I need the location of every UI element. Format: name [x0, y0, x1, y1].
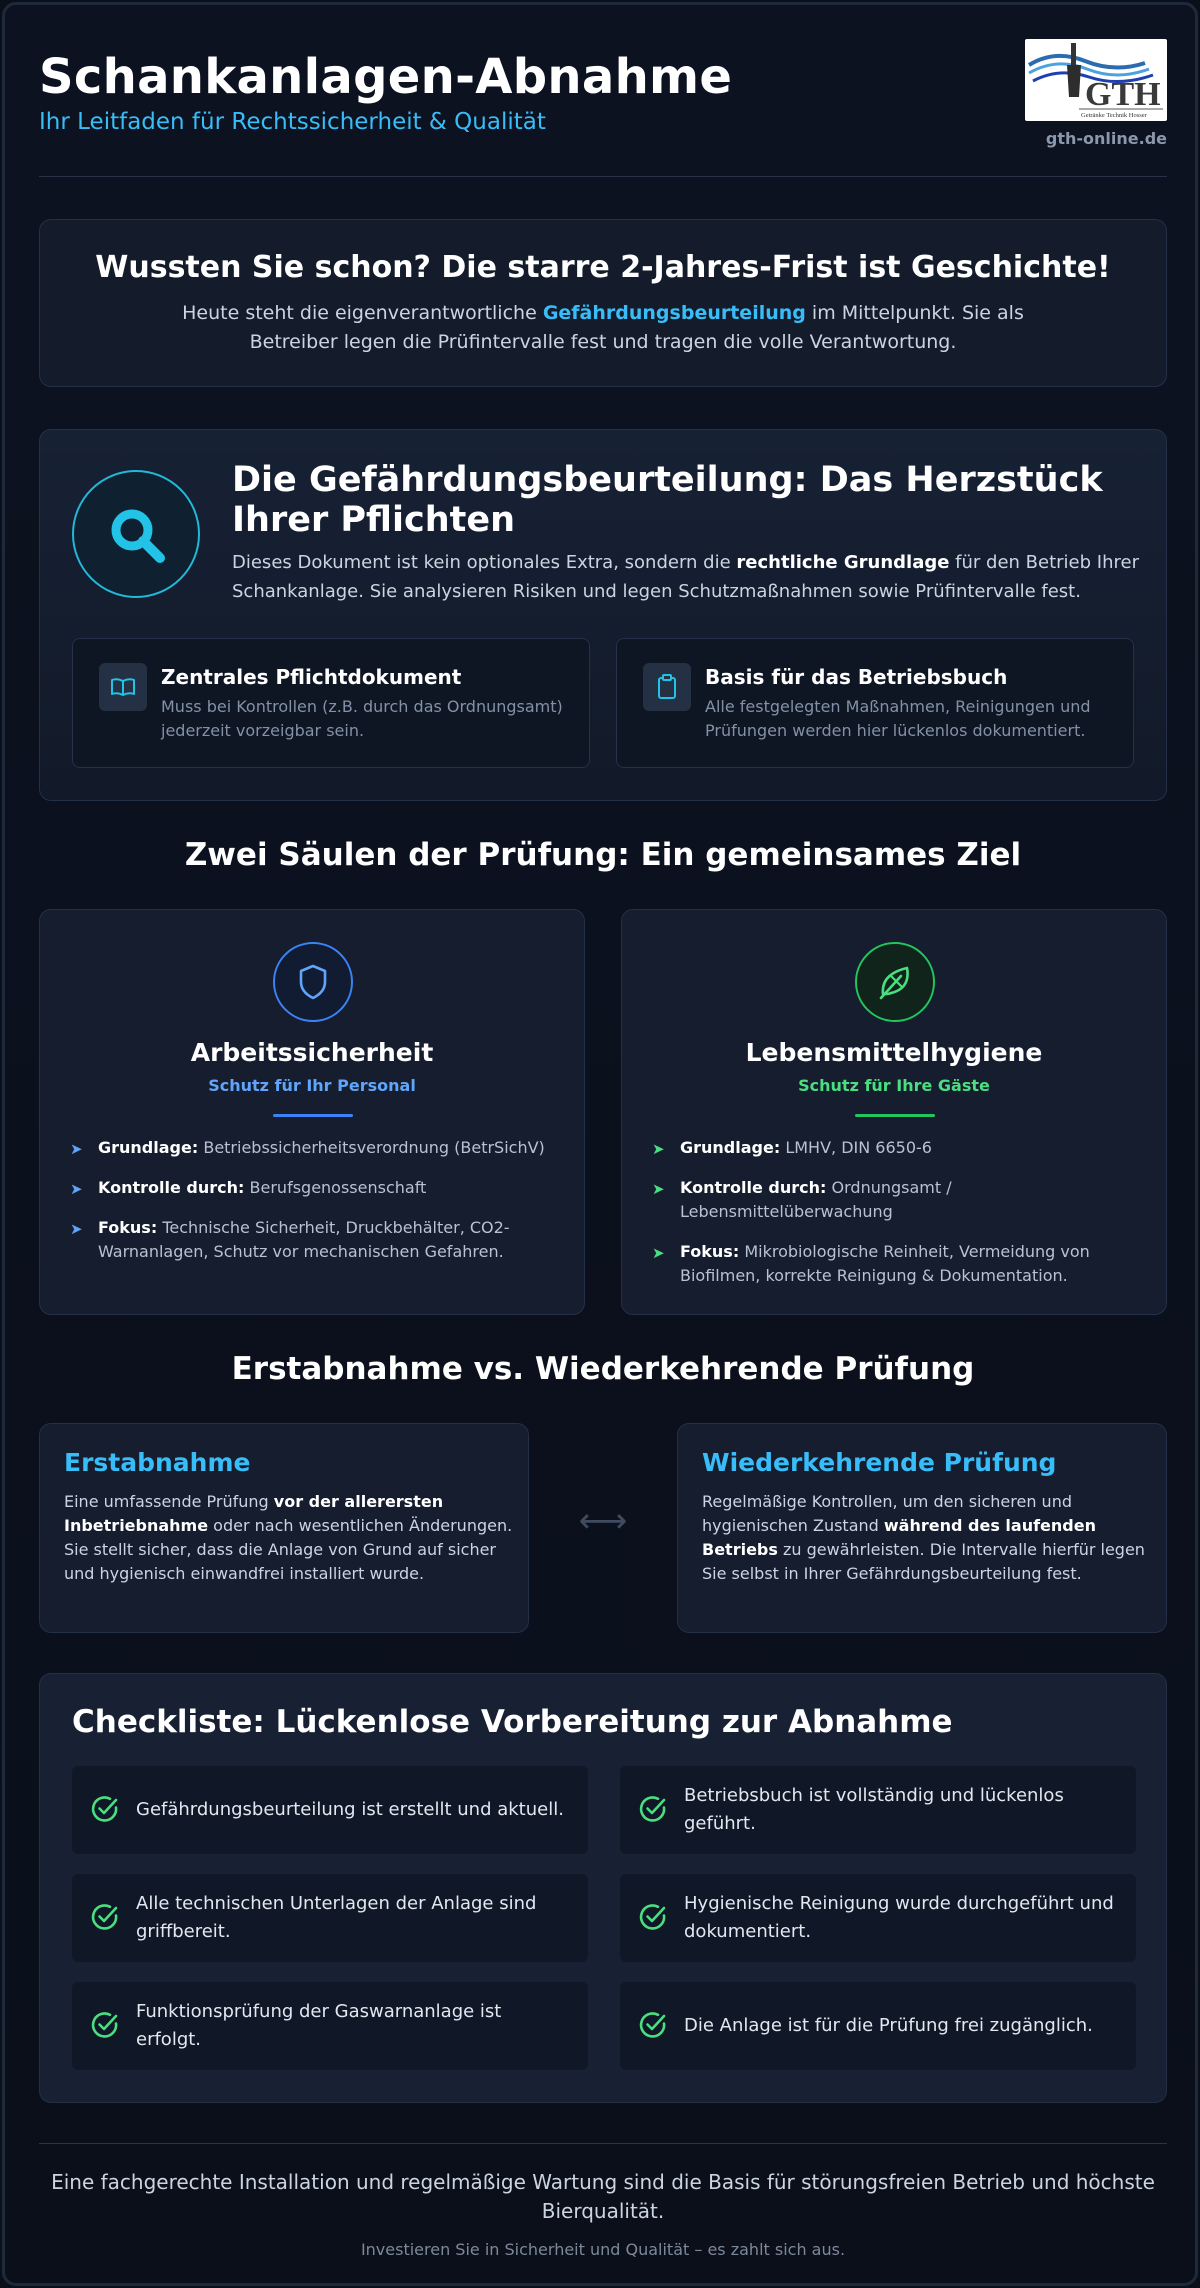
pillar-food-hygiene-divider: [855, 1114, 935, 1117]
pillar-food-hygiene-list: [652, 1136, 1142, 1304]
recurring-text-start: Regelmäßige Kontrollen, um den sicheren und hygienischen Zustand: [702, 1492, 1072, 1535]
leaf-icon: [855, 942, 935, 1022]
checklist-item-text: Betriebsbuch ist vollständig und lückenlos geführt.: [684, 1785, 1064, 1834]
pillar-food-hygiene: [621, 909, 1167, 1315]
duty-document-text: Muss bei Kontrollen (z.B. durch das Ordnungsamt) jederzeit vorzeigbar sein.: [161, 697, 563, 740]
recurring-inspection-card: [677, 1423, 1167, 1633]
assessment-text-start: Dieses Dokument ist kein optionales Extra, sondern die: [232, 552, 737, 573]
arrow-icon: ➤: [652, 1244, 665, 1262]
point-label: Fokus:: [98, 1218, 158, 1237]
pillar-food-hygiene-title: Lebensmittelhygiene: [745, 1038, 1043, 1067]
first-text-start: Eine umfassende Prüfung: [64, 1492, 274, 1511]
pillar-work-safety-subtitle: Schutz für Ihr Personal: [208, 1076, 416, 1095]
checklist-heading: Checkliste: Lückenlose Vorbereitung zur Abnahme: [72, 1704, 953, 1740]
page-subtitle: Ihr Leitfaden für Rechtssicherheit & Qualität: [39, 109, 546, 135]
point-text: Mikrobiologische Reinheit, Vermeidung von Biofilmen, korrekte Reinigung & Dokumentation.: [680, 1242, 1090, 1285]
arrow-icon: ➤: [70, 1220, 83, 1238]
duty-document-card: [72, 638, 590, 768]
intro-highlight: Gefährdungsbeurteilung: [542, 302, 806, 324]
logo-tagline: Getränke Technik Hosser: [1081, 112, 1147, 119]
check-circle-icon: [90, 1902, 120, 1932]
point-text: LMHV, DIN 6650-6: [780, 1138, 932, 1157]
point-label: Fokus:: [680, 1242, 740, 1261]
intro-heading: Wussten Sie schon? Die starre 2-Jahres-Frist ist Geschichte!: [95, 250, 1111, 285]
list-item: [652, 1176, 1142, 1224]
recurring-text-end: zu gewährleisten. Die Intervalle hierfür legen Sie selbst in Ihrer Gefährdungsbeurteilung fest.: [702, 1540, 1145, 1583]
assessment-text-end: für den Betrieb Ihrer Schankanlage. Sie analysieren Risiken und legen Schutzmaßnahmen sowie Prüfintervalle fest.: [232, 552, 1139, 602]
checklist-item-text: Alle technischen Unterlagen der Anlage sind griffbereit.: [136, 1893, 537, 1942]
intro-card: [39, 219, 1167, 387]
point-label: Kontrolle durch:: [680, 1178, 827, 1197]
point-text: Technische Sicherheit, Druckbehälter, CO2-Warnanlagen, Schutz vor mechanischen Gefahren.: [98, 1218, 510, 1261]
point-label: Grundlage:: [680, 1138, 781, 1157]
intro-text: [153, 299, 1053, 357]
arrow-icon: ➤: [70, 1180, 83, 1198]
arrow-icon: ➤: [652, 1140, 665, 1158]
arrow-icon: ➤: [652, 1180, 665, 1198]
check-circle-icon: [638, 2010, 668, 2040]
list-item: [652, 1240, 1142, 1288]
checklist-item: [72, 1982, 588, 2070]
pillar-work-safety-list: [70, 1136, 560, 1280]
search-icon: [72, 470, 200, 598]
first-acceptance-title: Erstabnahme: [64, 1448, 251, 1477]
list-item: [70, 1136, 560, 1160]
recurring-inspection-title: Wiederkehrende Prüfung: [702, 1448, 1057, 1477]
page-frame: [2, 2, 1198, 2286]
content: [39, 5, 1167, 2259]
intro-text-end: im Mittelpunkt. Sie als Betreiber legen die Prüfintervalle fest und tragen die volle Verantwortung.: [249, 302, 1024, 353]
point-text: Betriebssicherheitsverordnung (BetrSichV): [198, 1138, 545, 1157]
checklist-card: [39, 1673, 1167, 2103]
page-title: Schankanlagen-Abnahme: [39, 49, 733, 105]
clipboard-icon: [643, 663, 691, 711]
checklist-item: [72, 1874, 588, 1962]
point-label: Grundlage:: [98, 1138, 199, 1157]
checklist-item: [620, 1766, 1136, 1854]
logbook-basis-title: Basis für das Betriebsbuch: [705, 665, 1008, 689]
recurring-text-bold: während des laufenden Betriebs: [702, 1516, 1096, 1559]
duty-document-title: Zentrales Pflichtdokument: [161, 665, 462, 689]
pillars-heading: Zwei Säulen der Prüfung: Ein gemeinsames Ziel: [184, 837, 1022, 873]
assessment-title: Die Gefährdungsbeurteilung: Das Herzstück Ihrer Pflichten: [232, 460, 1103, 540]
pillar-work-safety: [39, 909, 585, 1315]
list-item: [652, 1136, 1142, 1160]
point-text: Ordnungsamt / Lebensmittelüberwachung: [680, 1178, 952, 1221]
pillar-work-safety-divider: [273, 1114, 353, 1117]
check-circle-icon: [638, 1902, 668, 1932]
first-acceptance-card: [39, 1423, 529, 1633]
logbook-basis-card: [616, 638, 1134, 768]
point-text: Berufsgenossenschaft: [244, 1178, 427, 1197]
list-item: [70, 1216, 560, 1264]
book-icon: [99, 663, 147, 711]
gth-logo-graphic: [1025, 39, 1167, 121]
first-text-end: oder nach wesentlichen Änderungen. Sie stellt sicher, dass die Anlage von Grund auf sicher und hygienisch einwandfrei installiert wurde.: [64, 1516, 513, 1583]
gth-logo: [1025, 39, 1167, 121]
comparison-heading: Erstabnahme vs. Wiederkehrende Prüfung: [231, 1351, 975, 1387]
footer-main-text: Eine fachgerechte Installation und regelmäßige Wartung sind die Basis für störungsfreien Betrieb und höchste Bierqualität.: [51, 2170, 1155, 2223]
logbook-basis-text: Alle festgelegten Maßnahmen, Reinigungen und Prüfungen werden hier lückenlos dokumentiert.: [705, 697, 1091, 740]
check-circle-icon: [638, 1794, 668, 1824]
checklist-item: [72, 1766, 588, 1854]
checklist-item-text: Hygienische Reinigung wurde durchgeführt und dokumentiert.: [684, 1893, 1114, 1942]
pillar-food-hygiene-subtitle: Schutz für Ihre Gäste: [798, 1076, 990, 1095]
point-label: Kontrolle durch:: [98, 1178, 245, 1197]
website-link[interactable]: gth-online.de: [1045, 129, 1167, 148]
arrow-icon: ➤: [70, 1140, 83, 1158]
checklist-item-text: Gefährdungsbeurteilung ist erstellt und aktuell.: [136, 1799, 564, 1820]
checklist-item: [620, 1874, 1136, 1962]
first-text-bold: vor der allerersten Inbetriebnahme: [64, 1492, 444, 1535]
assessment-text-bold: rechtliche Grundlage: [736, 552, 950, 573]
double-arrow-icon: ⟷: [578, 1501, 628, 1541]
footer: [39, 2143, 1167, 2259]
checklist-item-text: Funktionsprüfung der Gaswarnanlage ist erfolgt.: [136, 2001, 502, 2050]
recurring-inspection-text: [702, 1490, 1152, 1586]
list-item: [70, 1176, 560, 1200]
first-acceptance-text: [64, 1490, 514, 1586]
checklist-item-text: Die Anlage ist für die Prüfung frei zugänglich.: [684, 2015, 1093, 2036]
check-circle-icon: [90, 1794, 120, 1824]
footer-tagline: Investieren Sie in Sicherheit und Qualität – es zahlt sich aus.: [360, 2240, 846, 2259]
intro-text-start: Heute steht die eigenverantwortliche: [182, 302, 543, 324]
logo-text: GTH: [1085, 76, 1161, 113]
checklist-item: [620, 1982, 1136, 2070]
shield-icon: [273, 942, 353, 1022]
assessment-text: [232, 548, 1142, 606]
assessment-card: [39, 429, 1167, 801]
pillar-work-safety-title: Arbeitssicherheit: [190, 1038, 434, 1067]
check-circle-icon: [90, 2010, 120, 2040]
header: [39, 5, 1167, 177]
